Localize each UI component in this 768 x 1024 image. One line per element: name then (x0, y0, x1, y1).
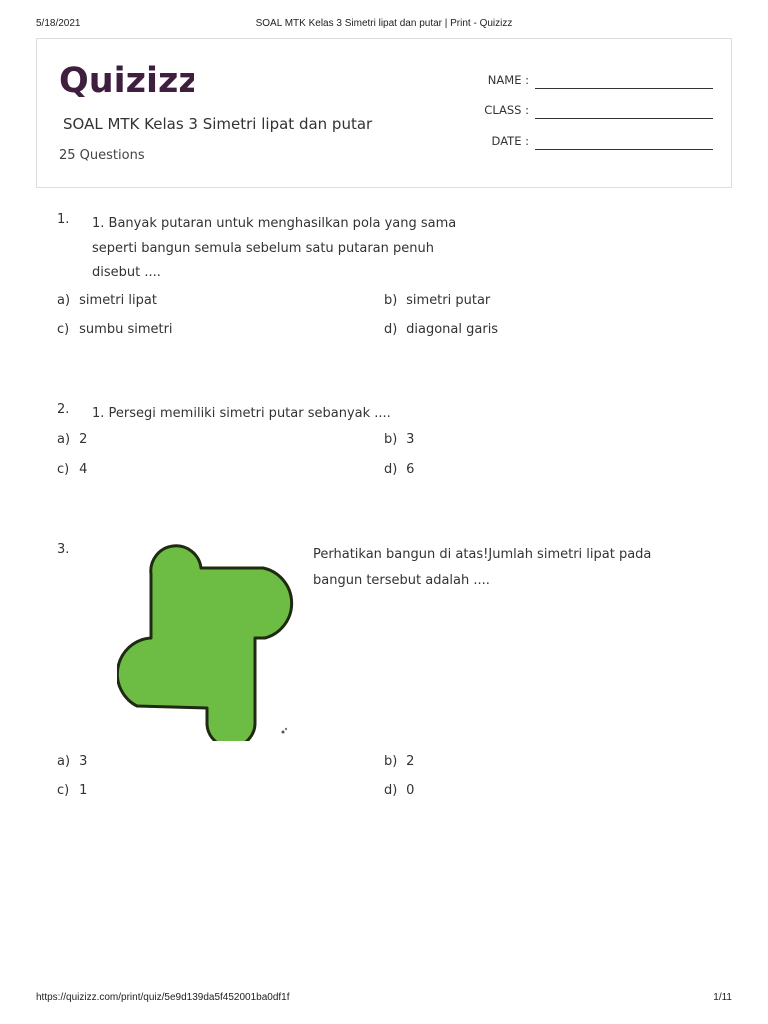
option-b[interactable] (384, 293, 490, 308)
option-text: diagonal garis (406, 322, 499, 337)
print-doc-title: SOAL MTK Kelas 3 Simetri lipat dan putar | Print - Quizizz (255, 18, 513, 29)
question-3 (57, 542, 737, 812)
option-c[interactable] (57, 322, 173, 337)
option-letter: a) (57, 754, 71, 769)
option-letter: d) (384, 322, 398, 337)
option-letter: c) (57, 462, 70, 477)
option-letter: b) (384, 754, 398, 769)
option-text: simetri lipat (79, 293, 157, 308)
option-b[interactable] (384, 754, 414, 769)
question-number: 3. (57, 542, 70, 557)
quizizz-logo-icon (59, 59, 194, 101)
option-letter: a) (57, 432, 71, 447)
option-letter: d) (384, 783, 398, 798)
print-header (36, 18, 732, 32)
question-count: 25 Questions (59, 148, 145, 163)
question-text: 1. Banyak putaran untuk menghasilkan pola yang sama seperti bangun semula sebelum satu putaran penuh disebut .... (92, 216, 457, 280)
class-line[interactable] (535, 118, 713, 119)
option-d[interactable] (384, 462, 414, 477)
option-text: 0 (406, 783, 415, 798)
class-field[interactable] (484, 99, 713, 119)
question-number: 2. (57, 402, 70, 417)
option-text: simetri putar (406, 293, 491, 308)
name-label: NAME : (487, 73, 529, 87)
option-text: 3 (79, 754, 88, 769)
print-footer (36, 992, 732, 1006)
date-line[interactable] (535, 149, 713, 150)
print-date: 5/18/2021 (36, 18, 81, 29)
option-text: 6 (406, 462, 415, 477)
option-text: 3 (406, 432, 415, 447)
quizizz-logo (59, 59, 194, 105)
option-letter: c) (57, 783, 70, 798)
green-shape-image (117, 536, 297, 745)
option-text: sumbu simetri (79, 322, 173, 337)
question-text: 1. Persegi memiliki simetri putar sebanyak .... (92, 406, 391, 421)
option-a[interactable] (57, 293, 157, 308)
quiz-title: SOAL MTK Kelas 3 Simetri lipat dan putar (63, 115, 373, 133)
question-number: 1. (57, 212, 70, 227)
option-letter: d) (384, 462, 398, 477)
option-text: 1 (79, 783, 88, 798)
option-d[interactable] (384, 322, 498, 337)
name-field[interactable] (487, 69, 713, 89)
option-c[interactable] (57, 783, 87, 798)
option-letter: a) (57, 293, 71, 308)
date-label: DATE : (491, 134, 529, 148)
option-c[interactable] (57, 462, 87, 477)
question-text: Perhatikan bangun di atas!Jumlah simetri lipat pada bangun tersebut adalah .... (313, 547, 652, 588)
option-text: 2 (79, 432, 88, 447)
green-rotational-shape-icon (117, 536, 297, 741)
option-letter: b) (384, 293, 398, 308)
question-2 (57, 402, 737, 492)
quiz-header-card (36, 38, 732, 188)
option-a[interactable] (57, 754, 87, 769)
class-label: CLASS : (484, 103, 529, 117)
option-text: 4 (79, 462, 88, 477)
question-1 (57, 212, 737, 352)
print-url: https://quizizz.com/print/quiz/5e9d139da5f452001ba0df1f (36, 992, 290, 1003)
option-letter: b) (384, 432, 398, 447)
page-number: 1/11 (713, 992, 732, 1003)
svg-text:Quizizz: Quizizz (59, 61, 194, 101)
option-a[interactable] (57, 432, 87, 447)
date-field[interactable] (487, 130, 713, 150)
name-line[interactable] (535, 88, 713, 89)
option-b[interactable] (384, 432, 414, 447)
option-letter: c) (57, 322, 70, 337)
option-d[interactable] (384, 783, 414, 798)
option-text: 2 (406, 754, 415, 769)
